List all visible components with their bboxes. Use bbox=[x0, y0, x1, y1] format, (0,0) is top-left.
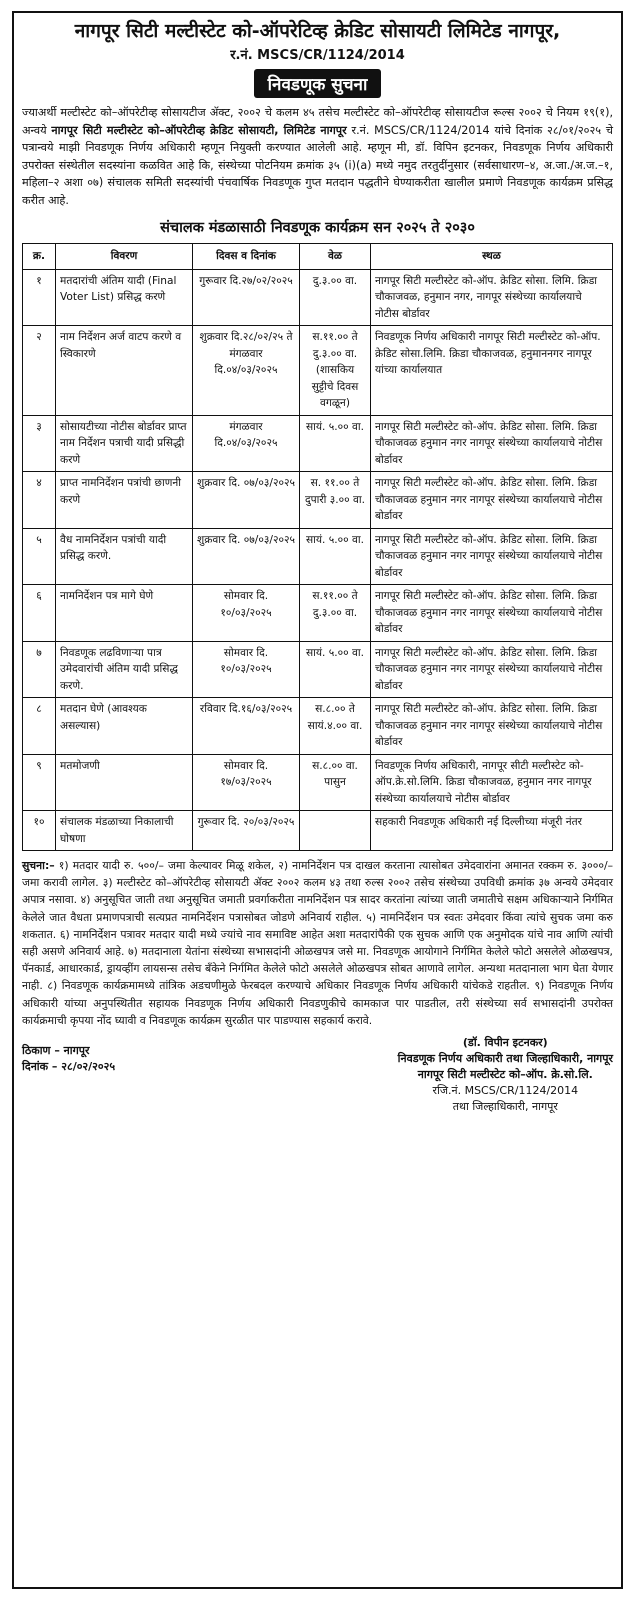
table-row bbox=[23, 528, 613, 585]
row-sr: ५ bbox=[23, 528, 56, 585]
footer-place: ठिकाण – नागपूर bbox=[22, 1044, 90, 1058]
row-description: संचालक मंडळाच्या निकालाची घोषणा bbox=[56, 811, 193, 851]
row-date: शुक्रवार दि. ०७/०३/२०२५ bbox=[193, 472, 300, 529]
table-row bbox=[23, 415, 613, 472]
table-header-row bbox=[23, 244, 613, 270]
table-row bbox=[23, 698, 613, 755]
table-row bbox=[23, 472, 613, 529]
table-row bbox=[23, 754, 613, 811]
row-place: नागपूर सिटी मल्टीस्टेट को-ऑप. क्रेडिट सोसा. लिमि. क्रिडा चौकाजवळ हनुमान नगर नागपूर संस्थेच्या कार्यालयाचे नोटीस बोर्डावर bbox=[371, 415, 613, 472]
row-place: नागपूर सिटी मल्टीस्टेट को-ऑप. क्रेडिट सोसा. लिमि. क्रिडा चौकाजवळ हनुमान नगर नागपूर संस्थेच्या कार्यालयाचे नोटीस बोर्डावर bbox=[371, 528, 613, 585]
row-place: नागपूर सिटी मल्टीस्टेट को-ऑप. क्रेडिट सोसा. लिमि. क्रिडा चौकाजवळ हनुमान नगर नागपूर संस्थेच्या कार्यालयाचे नोटीस बोर्डावर bbox=[371, 641, 613, 698]
row-date: गुरूवार दि. २०/०३/२०२५ bbox=[193, 811, 300, 851]
footer-left bbox=[22, 1035, 115, 1115]
row-place: सहकारी निवडणूक अधिकारी नई दिल्लीच्या मंजूरी नंतर bbox=[371, 811, 613, 851]
table-row bbox=[23, 326, 613, 416]
row-date: शुक्रवार दि. ०७/०३/२०२५ bbox=[193, 528, 300, 585]
footer bbox=[22, 1035, 613, 1115]
row-sr: २ bbox=[23, 326, 56, 416]
banner-wrap bbox=[22, 69, 613, 98]
row-description: सोसायटीच्या नोटीस बोर्डावर प्राप्त नाम निर्देशन पत्राची यादी प्रसिद्धी करणे bbox=[56, 415, 193, 472]
table-row bbox=[23, 269, 613, 326]
col-header-desc: विवरण bbox=[56, 244, 193, 270]
schedule-table bbox=[22, 243, 613, 851]
row-description: निवडणूक लढविणाऱ्या पात्र उमेदवारांची अंतिम यादी प्रसिद्ध करणे. bbox=[56, 641, 193, 698]
row-sr: १० bbox=[23, 811, 56, 851]
row-date: सोमवार दि. १०/०३/२०२५ bbox=[193, 585, 300, 642]
row-time: सायं. ५.०० वा. bbox=[300, 528, 371, 585]
col-header-sr: क्र. bbox=[23, 244, 56, 270]
row-description: मतदारांची अंतिम यादी (Final Voter List) प्रसिद्ध करणे bbox=[56, 269, 193, 326]
row-description: नामनिर्देशन पत्र मागे घेणे bbox=[56, 585, 193, 642]
row-sr: ३ bbox=[23, 415, 56, 472]
notice-page bbox=[12, 11, 623, 1589]
row-date: शुक्रवार दि.२८/०२/२५ ते मंगळवार दि.०४/०३/२०२५ bbox=[193, 326, 300, 416]
footer-date: दिनांक – २८/०२/२०२५ bbox=[22, 1060, 116, 1074]
notes-text: १) मतदार यादी रु. ५००/– जमा केल्यावर मिळू शकेल, २) नामनिर्देशन पत्र दाखल करताना त्यासोबत उमेदवारांना अमानत रक्कम रु. ३०००/– जमा करावी लागेल. ३) मल्टीस्टेट को–ऑपरेटीव्ह सोसायटी ॲक्ट २००२ कलम ४३ तथा रुल्स २००२ तसेच संस्थेच्या उपविधी क्रमांक ३७ अन्वये उमेदवार अपात्र नसावा. ४) अनुसूचित जाती तथा अनुसूचित जमाती प्रवर्गाकरीता नामनिर्देशन पत्र सादर करतांना त्यांच्या जाती जमातीचे सक्षम अधिकाऱ्याने निर्गमित केलेले जात वैधता प्रमाणपत्राची सत्यप्रत नामनिर्देशन पत्रासोबत जोडणे अनिवार्य राहील. ५) नामनिर्देशन पत्र स्वतः उमेदवार किंवा त्यांचे सुचक जमा करु शकतात. ६) नामनिर्देशन पत्रावर मतदार यादी मध्ये ज्यांचे नाव समाविष्ट आहेत अशा मतदारांपैकी एक सुचक आणि एक अनुमोदक यांचे नाव आणि त्यांची सही असणे अनिवार्य आहे. ७) मतदानाला येतांना संस्थेच्या सभासदांनी ओळखपत्र जसे मा. निवडणूक आयोगाने निर्गमित केलेले फोटो असलेले ओळखपत्र, पॅनकार्ड, आधारकार्ड, ड्रायव्हींग लायसन्स तसेच बँकेने निर्गमित केलेले फोटो असलेले ओळखपत्र सोबत आणावे लागेल. अन्यथा मतदानाला भाग घेता येणार नाही. ८) निवडणूक कार्यक्रमामध्ये तांत्रिक अडचणीमुळे फेरबदल करण्याचे अधिकार निवडणूक निर्णय अधिकारी यांचेकडे राहतील. ९) निवडणूक निर्णय अधिकारी यांच्या अनुपस्थितीत सहायक निवडणूक निर्णय अधिकारी निवडणुकीचे कामकाज पार पाडतील, तरी संस्थेच्या सर्व सभासदांनी उपरोक्त कार्यक्रमाची कृपया नोंद घ्यावी व निवडणूक कार्यक्रम सुरळीत पार पाडण्यास सहकार्य करावे. bbox=[22, 859, 613, 1027]
row-sr: ६ bbox=[23, 585, 56, 642]
row-date: गुरूवार दि.२७/०२/२०२५ bbox=[193, 269, 300, 326]
row-date: सोमवार दि. १७/०३/२०२५ bbox=[193, 754, 300, 811]
row-place: नागपूर सिटी मल्टीस्टेट को-ऑप. क्रेडिट सोसा. लिमि. क्रिडा चौकाजवळ हनुमान नगर नागपूर संस्थेच्या कार्यालयाचे नोटीस बोर्डावर bbox=[371, 585, 613, 642]
row-time: स.११.०० ते दु.३.०० वा. bbox=[300, 585, 371, 642]
row-time: स.८.०० ते सायं.४.०० वा. bbox=[300, 698, 371, 755]
intro-paragraph bbox=[22, 104, 613, 209]
signatory-line4: तथा जिल्हाधिकारी, नागपूर bbox=[452, 1100, 558, 1114]
footer-signatory bbox=[398, 1035, 613, 1115]
row-description: मतमोजणी bbox=[56, 754, 193, 811]
notice-banner: निवडणूक सुचना bbox=[254, 69, 382, 98]
row-place: नागपूर सिटी मल्टीस्टेट को-ऑप. क्रेडिट सोसा. लिमि. क्रिडा चौकाजवळ हनुमान नगर नागपूर संस्थेच्या कार्यालयाचे नोटीस बोर्डावर bbox=[371, 472, 613, 529]
row-sr: १ bbox=[23, 269, 56, 326]
table-row bbox=[23, 585, 613, 642]
row-sr: ७ bbox=[23, 641, 56, 698]
row-time: सायं. ५.०० वा. bbox=[300, 415, 371, 472]
row-time: स.८.०० वा. पासुन bbox=[300, 754, 371, 811]
row-date: रविवार दि.१६/०३/२०२५ bbox=[193, 698, 300, 755]
row-time bbox=[300, 811, 371, 851]
schedule-heading: संचालक मंडळासाठी निवडणूक कार्यक्रम सन २०२५ ते २०३० bbox=[160, 220, 475, 236]
row-description: नाम निर्देशन अर्ज वाटप करणे व स्विकारणे bbox=[56, 326, 193, 416]
row-place: निवडणूक निर्णय अधिकारी नागपूर सिटी मल्टीस्टेट को-ऑप. क्रेडिट सोसा.लिमि. क्रिडा चौकाजवळ, हनुमाननगर नागपूर यांच्या कार्यालयात bbox=[371, 326, 613, 416]
table-row bbox=[23, 641, 613, 698]
society-title: नागपूर सिटी मल्टीस्टेट को-ऑपरेटिव्ह क्रेडिट सोसायटी लिमिटेड नागपूर, bbox=[74, 20, 561, 42]
row-time: स.११.०० ते दु.३.०० वा. (शासकिय सुट्टीचे दिवस वगळून) bbox=[300, 326, 371, 416]
row-description: वैध नामनिर्देशन पत्रांची यादी प्रसिद्ध करणे. bbox=[56, 528, 193, 585]
row-date: मंगळवार दि.०४/०३/२०२५ bbox=[193, 415, 300, 472]
registration-number: र.नं. MSCS/CR/1124/2014 bbox=[230, 48, 405, 63]
intro-text-1: ज्याअर्थी मल्टीस्टेट को–ऑपरेटीव्ह सोसायटीज ॲक्ट, २००२ चे कलम ४५ तसेच मल्टीस्टेट को–ऑपरेटीव्ह सोसायटीज रूल्स २००२ चे नियम १९(१), अन्वये bbox=[22, 106, 614, 137]
intro-text-2: र.नं. MSCS/CR/1124/2014 यांचे दिनांक २८/०१/२०२५ चे पत्रान्वये माझी निवडणूक निर्णय अधिकारी म्हणून नियुक्ती करण्यात आलेली आहे. म्हणून मी, डॉ. विपिन इटनकर, निवडणूक निर्णय अधिकारी उपरोक्त संस्थेतील सदस्यांना कळवित आहे कि, संस्थेच्या पोटनियम क्रमांक ३५ (i)(a) मध्ये नमुद तरतुदींनुसार (सर्वसाधारण–४, अ.जा./अ.ज.–१, महिला–२ अशा ०७) संचालक समिती सदस्यांची पंचवार्षिक निवडणूक गुप्त मतदान पद्धतीने घेण्याकरीता खालील प्रमाणे निवडणूक कार्यक्रम प्रसिद्ध करीत आहे. bbox=[22, 123, 613, 207]
signatory-line1: निवडणूक निर्णय अधिकारी तथा जिल्हाधिकारी, नागपूर bbox=[397, 1052, 613, 1066]
row-time: दु.३.०० वा. bbox=[300, 269, 371, 326]
row-place: निवडणूक निर्णय अधिकारी, नागपूर सीटी मल्टीस्टेट को-ऑप.क्रे.सो.लिमि. क्रिडा चौकाजवळ, हनुमान नगर नागपूर संस्थेच्या कार्यालयाचे नोटीस बोर्डावर bbox=[371, 754, 613, 811]
row-description: मतदान घेणे (आवश्यक असल्यास) bbox=[56, 698, 193, 755]
col-header-time: वेळ bbox=[300, 244, 371, 270]
col-header-date: दिवस व दिनांक bbox=[193, 244, 300, 270]
notes-section bbox=[22, 857, 613, 1029]
row-sr: ४ bbox=[23, 472, 56, 529]
col-header-place: स्थळ bbox=[371, 244, 613, 270]
row-place: नागपूर सिटी मल्टीस्टेट को-ऑप. क्रेडिट सोसा. लिमि. क्रिडा चौकाजवळ हनुमान नगर नागपूर संस्थेच्या कार्यालयाचे नोटीस बोर्डावर bbox=[371, 698, 613, 755]
row-time: स. ११.०० ते दुपारी ३.०० वा. bbox=[300, 472, 371, 529]
row-description: प्राप्त नामनिर्देशन पत्रांची छाणनी करणे bbox=[56, 472, 193, 529]
row-sr: ९ bbox=[23, 754, 56, 811]
intro-society-name: नागपूर सिटी मल्टीस्टेट को–ऑपरेटीव्ह क्रेडिट सोसायटी, लिमिटेड नागपूर bbox=[51, 123, 347, 137]
row-place: नागपूर सिटी मल्टीस्टेट को-ऑप. क्रेडिट सोसा. लिमि. क्रिडा चौकाजवळ, हनुमान नगर, नागपूर संस्थेच्या कार्यालयाचे नोटीस बोर्डावर bbox=[371, 269, 613, 326]
signatory-name: (डॉ. विपीन इटनकर) bbox=[462, 1036, 548, 1050]
signatory-line3: रजि.नं. MSCS/CR/1124/2014 bbox=[432, 1084, 579, 1098]
notes-label: सुचना:– bbox=[22, 859, 55, 872]
signatory-line2: नागपूर सिटी मल्टीस्टेट को–ऑप. क्रे.सो.लि. bbox=[417, 1068, 593, 1082]
schedule-rows bbox=[23, 269, 613, 851]
row-time: सायं. ५.०० वा. bbox=[300, 641, 371, 698]
row-date: सोमवार दि. १०/०३/२०२५ bbox=[193, 641, 300, 698]
table-row bbox=[23, 811, 613, 851]
row-sr: ८ bbox=[23, 698, 56, 755]
